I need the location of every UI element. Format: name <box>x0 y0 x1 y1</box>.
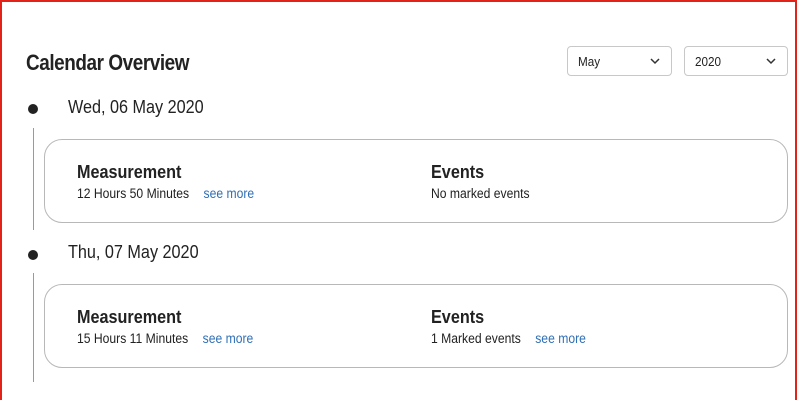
events-section <box>431 162 541 201</box>
month-select[interactable] <box>567 46 672 76</box>
bullet-icon <box>28 250 38 260</box>
year-select[interactable] <box>684 46 788 76</box>
events-heading: Events <box>431 162 485 182</box>
measurement-value: 15 Hours 11 Minutes <box>77 331 189 346</box>
timeline-line <box>33 128 34 230</box>
day-date: Thu, 07 May 2020 <box>68 242 199 262</box>
day-date: Wed, 06 May 2020 <box>68 97 204 117</box>
page-title: Calendar Overview <box>26 50 190 75</box>
measurement-value: 12 Hours 50 Minutes <box>77 186 190 201</box>
events-value: No marked events <box>431 186 530 201</box>
measurement-section <box>77 307 273 346</box>
measurement-heading: Measurement <box>77 162 182 182</box>
month-select-value: May <box>578 53 601 69</box>
timeline-line <box>33 273 34 382</box>
measurement-section <box>77 162 274 201</box>
events-section <box>431 307 603 346</box>
bullet-icon <box>28 104 38 114</box>
see-more-link[interactable]: see more <box>535 331 586 346</box>
chevron-down-icon <box>649 55 661 67</box>
year-select-value: 2020 <box>695 53 722 69</box>
see-more-link[interactable]: see more <box>203 186 255 201</box>
events-value: 1 Marked events <box>431 331 521 346</box>
events-heading: Events <box>431 307 485 327</box>
see-more-link[interactable]: see more <box>202 331 254 346</box>
measurement-heading: Measurement <box>77 307 182 327</box>
chevron-down-icon <box>765 55 777 67</box>
day-card <box>44 284 788 368</box>
day-card <box>44 139 788 223</box>
